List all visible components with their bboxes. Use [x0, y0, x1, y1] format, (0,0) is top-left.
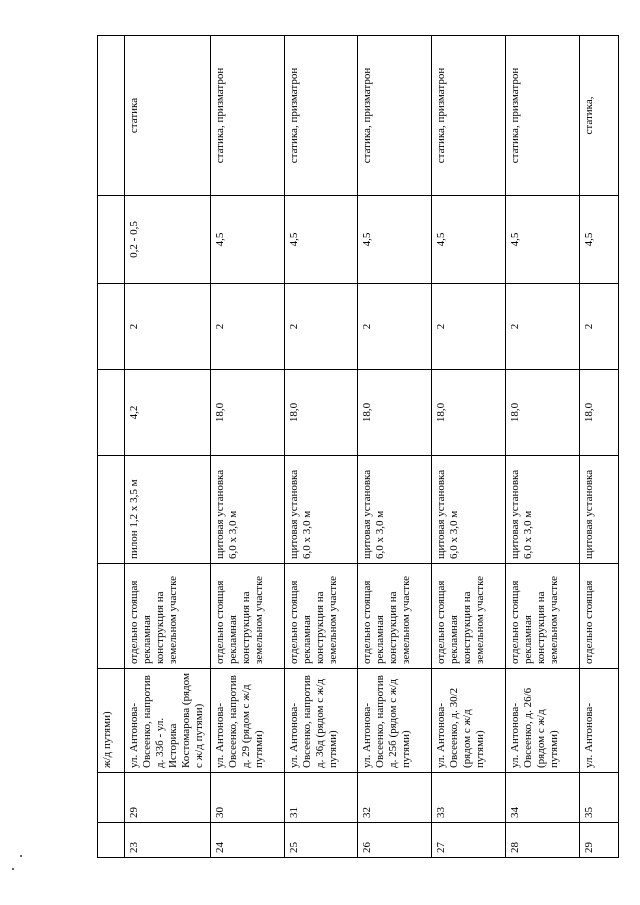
header-cell-address-continuation: ж/д путями)	[98, 669, 125, 773]
table-row	[125, 36, 211, 858]
technology-cell: статика, призматрон	[358, 36, 432, 196]
item-id-cell: 29	[125, 773, 211, 823]
row-number-cell: 28	[505, 823, 579, 858]
scan-speck	[12, 868, 14, 870]
item-id-cell: 34	[505, 773, 579, 823]
structure-kind-cell: отдельно стоящая рекламная конструкция на земельном участке	[284, 564, 358, 669]
rotated-table-wrapper	[97, 36, 619, 858]
size-cell: 4,5	[505, 196, 579, 284]
address-cell: ул. Антонова-Овсеенко, напротив д. 29 (рядом с ж/д путями)	[210, 669, 284, 773]
address-cell: ул. Антонова-Овсеенко, напротив д. 25б (рядом с ж/д путями)	[358, 669, 432, 773]
area-cell: 18,0	[432, 370, 506, 456]
row-number-cell: 24	[210, 823, 284, 858]
size-cell: 0,2 - 0,5	[125, 196, 211, 284]
size-cell: 4,5	[210, 196, 284, 284]
area-cell: 18,0	[284, 370, 358, 456]
row-number-cell: 27	[432, 823, 506, 858]
sides-cell: 2	[125, 284, 211, 370]
item-id-cell: 30	[210, 773, 284, 823]
technology-cell: статика, призматрон	[210, 36, 284, 196]
row-number-cell: 23	[125, 823, 211, 858]
area-cell: 4,2	[125, 370, 211, 456]
scan-speck	[20, 855, 22, 857]
area-cell: 18,0	[505, 370, 579, 456]
table-row	[210, 36, 284, 858]
item-id-cell: 32	[358, 773, 432, 823]
sides-cell: 2	[284, 284, 358, 370]
item-id-cell: 33	[432, 773, 506, 823]
structure-kind-cell: отдельно стоящая рекламная конструкция на земельном участке	[358, 564, 432, 669]
header-cell-blank-6	[98, 370, 125, 456]
structure-type-cell: щитовая установка 6,0 х 3,0 м	[210, 456, 284, 564]
area-cell: 18,0	[579, 370, 618, 456]
sides-cell: 2	[505, 284, 579, 370]
row-number-cell: 29	[579, 823, 618, 858]
advertising-structures-table	[97, 35, 619, 858]
structure-kind-cell: отдельно стоящая рекламная конструкция на земельном участке	[505, 564, 579, 669]
structure-type-cell: пилон 1,2 х 3,5 м	[125, 456, 211, 564]
address-cell: ул. Антонова-Овсеенко, д. 30/2 (рядом с ж/д путями)	[432, 669, 506, 773]
address-cell: ул. Антонова-Овсеенко, д. 26/6 (рядом с ж/д путями)	[505, 669, 579, 773]
structure-kind-cell: отдельно стоящая рекламная конструкция на земельном участке	[125, 564, 211, 669]
sides-cell: 2	[579, 284, 618, 370]
technology-cell: статика, призматрон	[432, 36, 506, 196]
table-row	[505, 36, 579, 858]
technology-cell: статика,	[579, 36, 618, 196]
structure-kind-cell: отдельно стоящая	[579, 564, 618, 669]
technology-cell: статика	[125, 36, 211, 196]
structure-type-cell: щитовая установка 6,0 х 3,0 м	[432, 456, 506, 564]
technology-cell: статика, призматрон	[505, 36, 579, 196]
header-cell-blank-7	[98, 284, 125, 370]
technology-cell: статика, призматрон	[284, 36, 358, 196]
header-cell-blank-8	[98, 196, 125, 284]
item-id-cell: 35	[579, 773, 618, 823]
row-number-cell: 25	[284, 823, 358, 858]
header-cell-blank-4	[98, 564, 125, 669]
table-header-row	[98, 36, 125, 858]
sides-cell: 2	[210, 284, 284, 370]
structure-type-cell: щитовая установка	[579, 456, 618, 564]
structure-kind-cell: отдельно стоящая рекламная конструкция на земельном участке	[432, 564, 506, 669]
header-cell-blank-5	[98, 456, 125, 564]
row-number-cell: 26	[358, 823, 432, 858]
sides-cell: 2	[358, 284, 432, 370]
header-cell-blank-9	[98, 36, 125, 196]
structure-type-cell: щитовая установка 6,0 х 3,0 м	[358, 456, 432, 564]
structure-kind-cell: отдельно стоящая рекламная конструкция на земельном участке	[210, 564, 284, 669]
size-cell: 4,5	[579, 196, 618, 284]
address-cell: ул. Антонова-	[579, 669, 618, 773]
address-cell: ул. Антонова-Овсеенко, напротив д. 36д (рядом с ж/д путями)	[284, 669, 358, 773]
table-row	[579, 36, 618, 858]
table-row	[284, 36, 358, 858]
header-cell-blank-1	[98, 823, 125, 858]
structure-type-cell: щитовая установка 6,0 х 3,0 м	[284, 456, 358, 564]
sides-cell: 2	[432, 284, 506, 370]
area-cell: 18,0	[358, 370, 432, 456]
size-cell: 4,5	[358, 196, 432, 284]
item-id-cell: 31	[284, 773, 358, 823]
table-row	[432, 36, 506, 858]
table-row	[358, 36, 432, 858]
size-cell: 4,5	[432, 196, 506, 284]
size-cell: 4,5	[284, 196, 358, 284]
area-cell: 18,0	[210, 370, 284, 456]
header-cell-blank-2	[98, 773, 125, 823]
structure-type-cell: щитовая установка 6,0 х 3,0 м	[505, 456, 579, 564]
address-cell: ул. Антонова-Овсеенко, напротив д. 33б - ул. Историка Костомарова (рядом с ж/д путями)	[125, 669, 211, 773]
